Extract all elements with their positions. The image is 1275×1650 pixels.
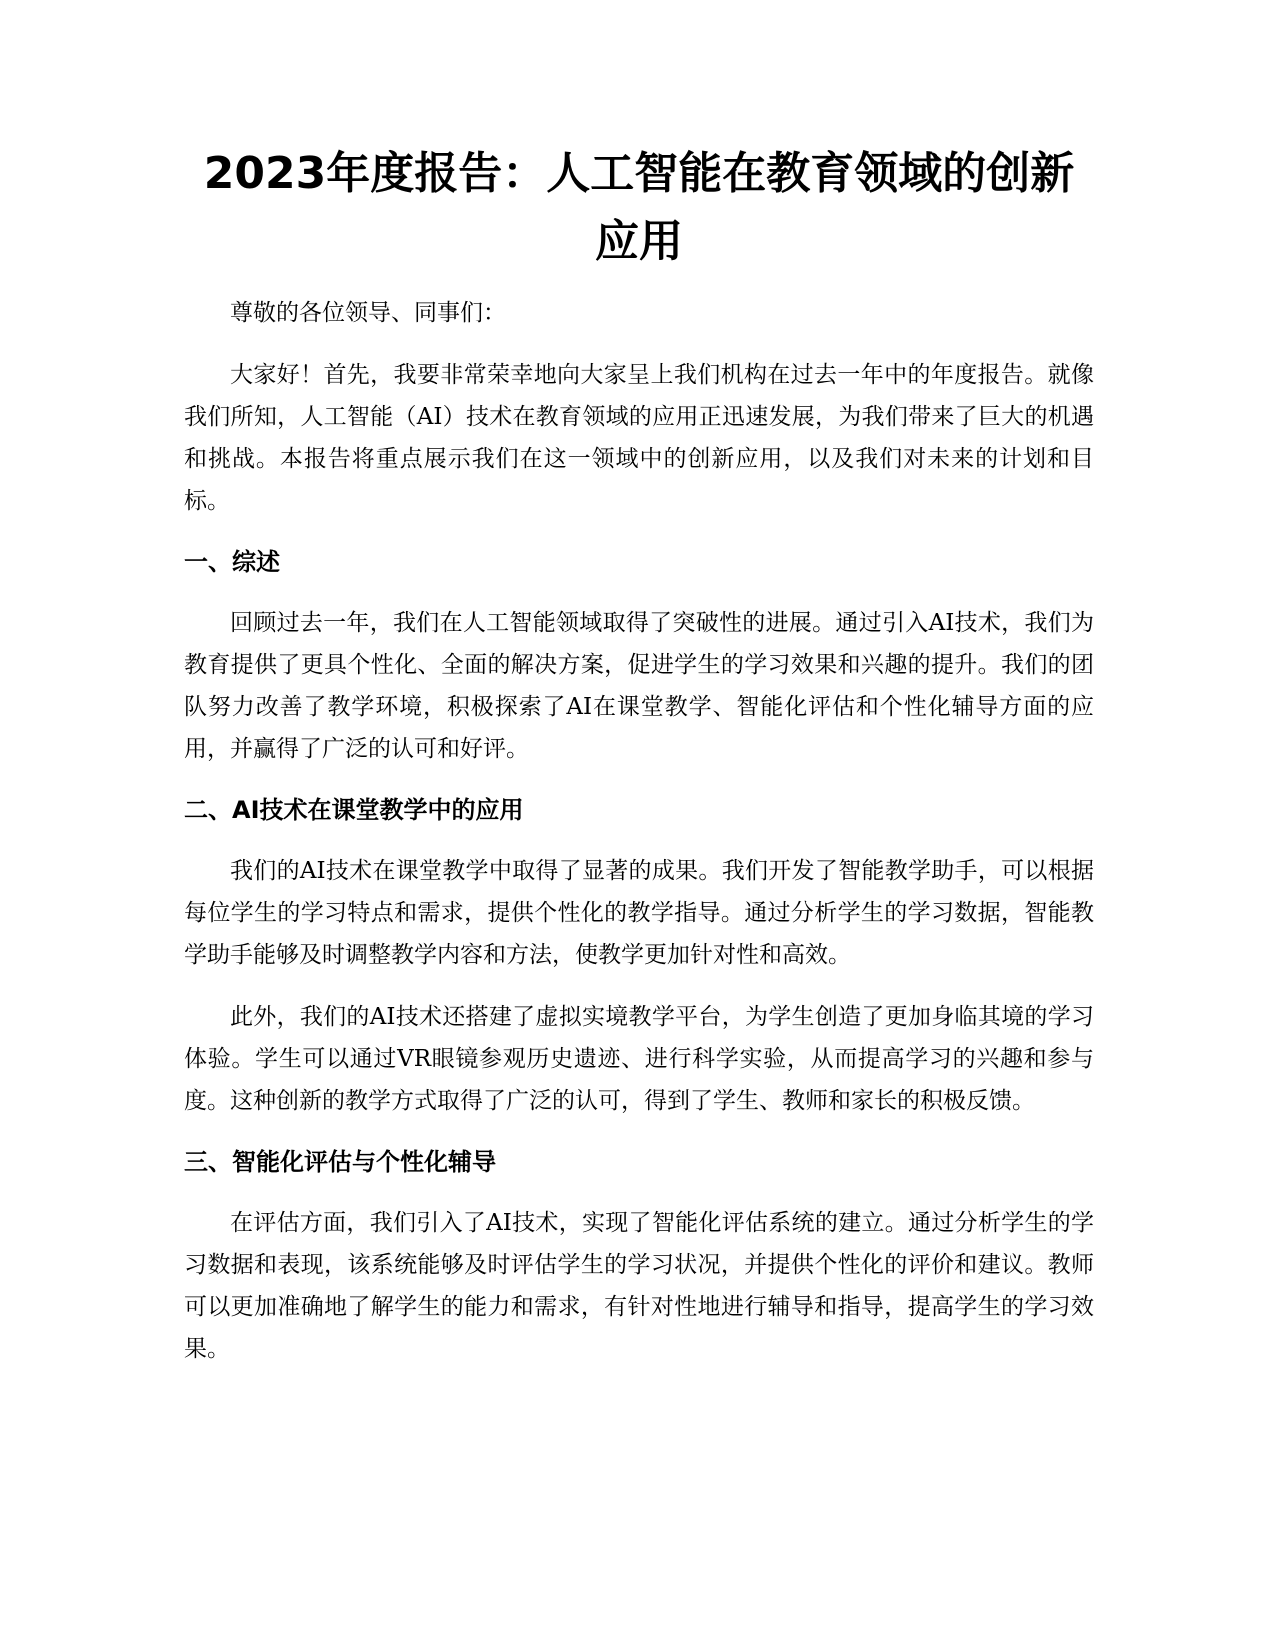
document-body	[184, 140, 1094, 1390]
document-title: 2023年度报告：人工智能在教育领域的创新应用	[203, 148, 1075, 267]
assessment-paragraph: 在评估方面，我们引入了AI技术，实现了智能化评估系统的建立。通过分析学生的学习数据和表现，该系统能够及时评估学生的学习状况，并提供个性化的评价和建议。教师可以更加准确地了解学生的能力和需求，有针对性地进行辅导和指导，提高学生的学习效果。	[184, 1210, 1094, 1362]
intro-paragraph: 大家好！首先，我要非常荣幸地向大家呈上我们机构在过去一年中的年度报告。就像我们所知，人工智能（AI）技术在教育领域的应用正迅速发展，为我们带来了巨大的机遇和挑战。本报告将重点展示我们在这一领域中的创新应用，以及我们对未来的计划和目标。	[184, 362, 1094, 514]
overview-paragraph: 回顾过去一年，我们在人工智能领域取得了突破性的进展。通过引入AI技术，我们为教育提供了更具个性化、全面的解决方案，促进学生的学习效果和兴趣的提升。我们的团队努力改善了教学环境，积极探索了AI在课堂教学、智能化评估和个性化辅导方面的应用，并赢得了广泛的认可和好评。	[184, 610, 1094, 762]
classroom-ai-paragraph-1: 我们的AI技术在课堂教学中取得了显著的成果。我们开发了智能教学助手，可以根据每位学生的学习特点和需求，提供个性化的教学指导。通过分析学生的学习数据，智能教学助手能够及时调整教学内容和方法，使教学更加针对性和高效。	[184, 858, 1094, 968]
section-heading-classroom-ai: 二、AI技术在课堂教学中的应用	[184, 796, 524, 824]
section-heading-assessment: 三、智能化评估与个性化辅导	[184, 1148, 496, 1176]
greeting-paragraph: 尊敬的各位领导、同事们：	[230, 300, 506, 326]
section-heading-overview: 一、综述	[184, 548, 280, 576]
classroom-ai-paragraph-2: 此外，我们的AI技术还搭建了虚拟实境教学平台，为学生创造了更加身临其境的学习体验。学生可以通过VR眼镜参观历史遗迹、进行科学实验，从而提高学习的兴趣和参与度。这种创新的教学方式取得了广泛的认可，得到了学生、教师和家长的积极反馈。	[184, 1004, 1094, 1114]
